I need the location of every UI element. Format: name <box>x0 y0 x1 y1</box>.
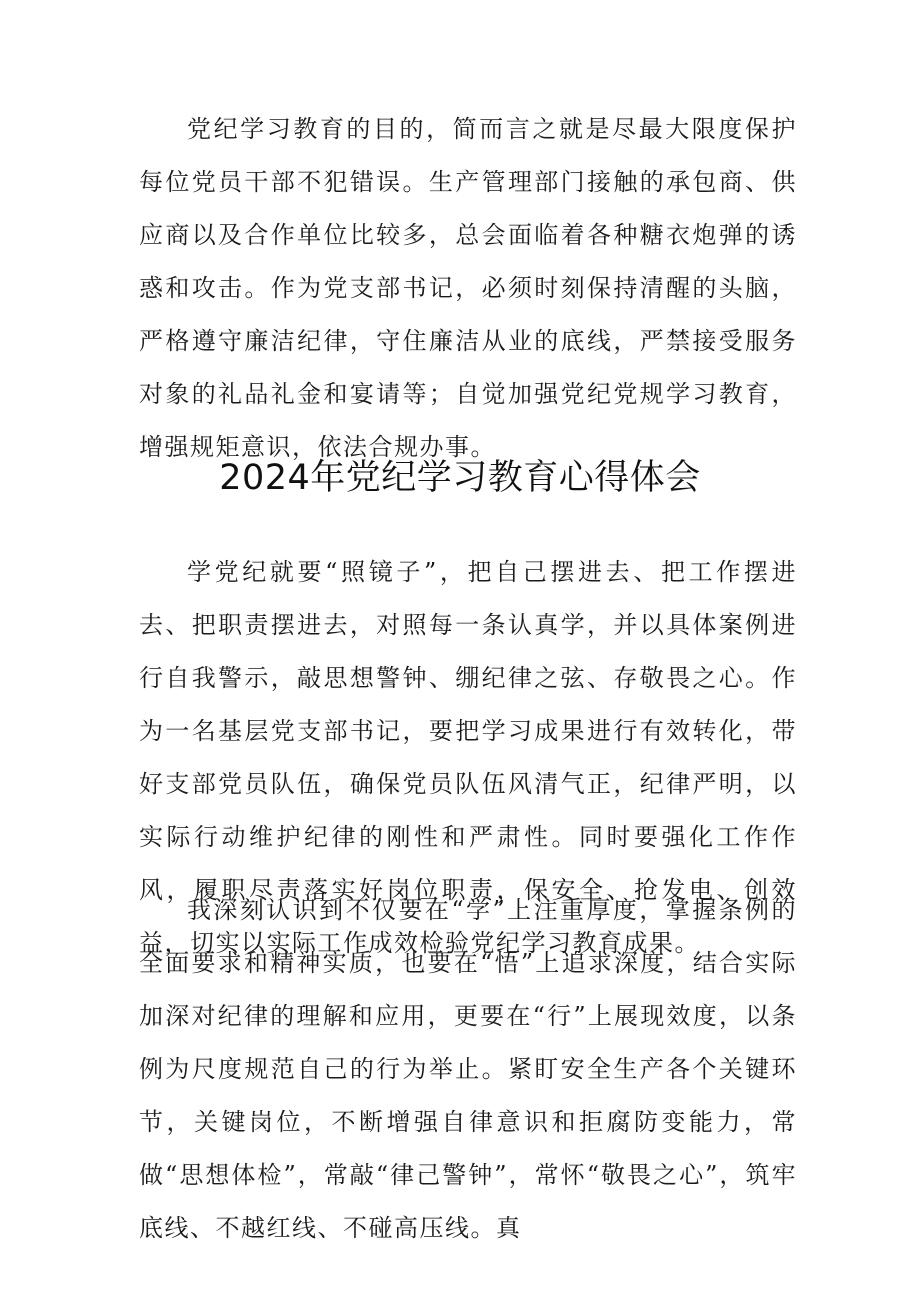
paragraph-1: 党纪学习教育的目的，简而言之就是尽最大限度保护每位党员干部不犯错误。生产管理部门接触的承包商、供应商以及合作单位比较多，总会面临着各种糖衣炮弹的诱惑和攻击。作为党支部书记，必须时刻保持清醒的头脑，严格遵守廉洁纪律，守住廉洁从业的底线，严禁接受服务对象的礼品礼金和宴请等；自觉加强党纪党规学习教育，增强规矩意识，依法合规办事。 <box>139 115 797 461</box>
document-title: 2024年党纪学习教育心得体会 <box>219 458 701 498</box>
paragraph-3: 我深刻认识到不仅要在“学”上注重厚度，掌握条例的全面要求和精神实质，也要在“悟”上追求深度，结合实际加深对纪律的理解和应用，更要在“行”上展现效度，以条例为尺度规范自己的行为举止。紧盯安全生产各个关键环节，关键岗位，不断增强自律意识和拒腐防变能力，常做“思想体检”，常敲“律己警钟”，常怀“敬畏之心”，筑牢底线、不越红线、不碰高压线。真 <box>139 896 797 1242</box>
paragraph-2: 学党纪就要“照镜子”，把自己摆进去、把工作摆进去、把职责摆进去，对照每一条认真学，并以具体案例进行自我警示，敲思想警钟、绷纪律之弦、存敬畏之心。作为一名基层党支部书记，要把学习成果进行有效转化，带好支部党员队伍，确保党员队伍风清气正，纪律严明，以实际行动维护纪律的刚性和严肃性。同时要强化工作作风，履职尽责落实好岗位职责，保安全、抢发电、创效益，切实以实际工作成效检验党纪学习教育成果。 <box>139 558 797 957</box>
